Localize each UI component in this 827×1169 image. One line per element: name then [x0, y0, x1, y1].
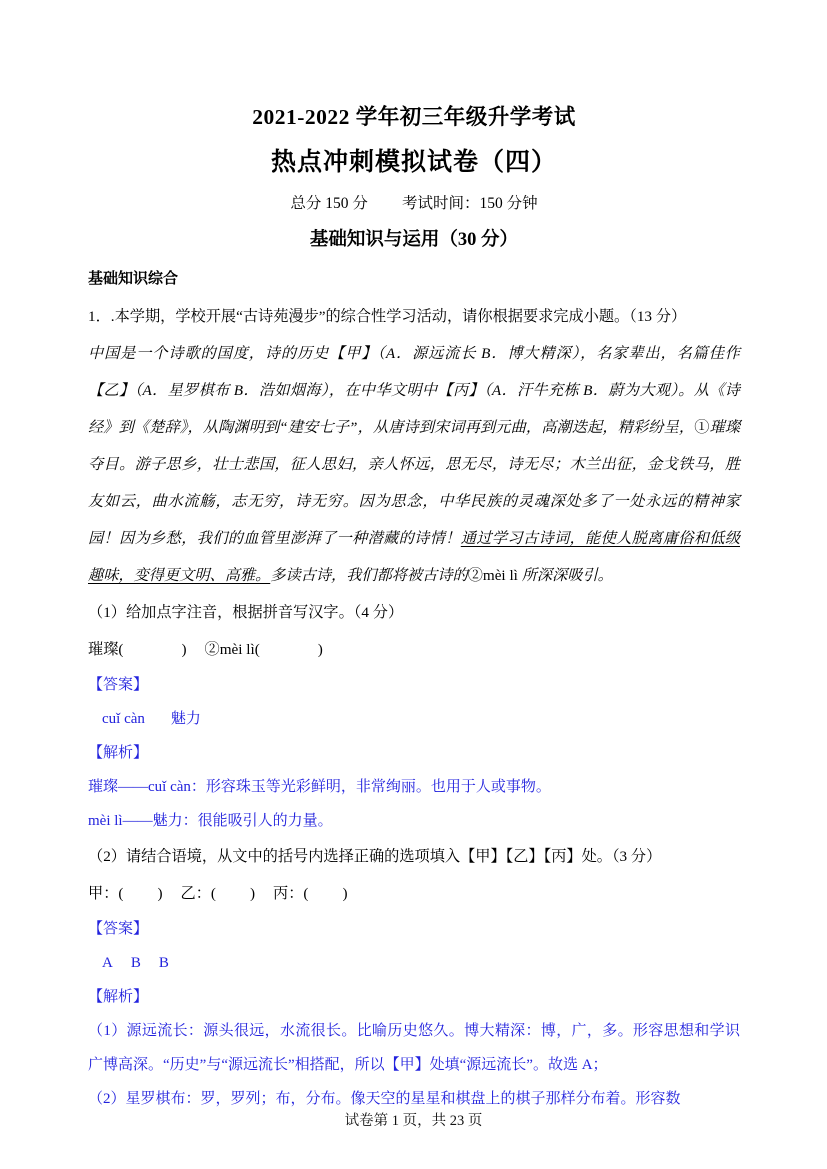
blank-label-meili: mèi lì( [219, 640, 260, 658]
answer-word-meili: 魅力 [170, 710, 201, 727]
passage-segment-2: 璀璨夺目。游子思乡，壮士悲国，征人思妇，亲人怀远，思无尽，诗无尽；木兰出征，金戈铁马，胜友如云，曲水流觞，志无穷，诗无穷。因为思念，中华民族的灵魂深处多了一处永远的精神家园！因为乡愁，我们的血管里澎湃了一种潜藏的诗情！ [88, 418, 741, 547]
answer-pinyin-cuican: cuǐ càn [102, 710, 145, 727]
answer-option-bing: B [158, 954, 169, 971]
blank-label-bing: 丙：( [273, 884, 309, 902]
subquestion-2-analysis-label: 【解析】 [88, 988, 149, 1005]
blank-label-cuican: 璀璨( [88, 640, 124, 658]
blank-close-cuican: ) [181, 640, 187, 658]
passage-marker-2: ② [467, 566, 483, 584]
passage-pinyin-meili: mèi lì [482, 566, 518, 584]
subquestion-1-analysis-line-1: 璀璨——cuǐ càn：形容珠玉等光彩鲜明，非常绚丽。也用于人或事物。 [88, 778, 551, 795]
answer-option-jia: A [102, 954, 113, 971]
answer-option-yi: B [130, 954, 141, 971]
subquestion-2-answer-content [88, 946, 740, 980]
blank-close-jia: ) [157, 884, 163, 902]
passage-segment-4: 所深深吸引。 [517, 566, 613, 584]
subquestion-1-analysis-line-2: mèi lì——魅力：很能吸引人的力量。 [88, 812, 333, 829]
question-group-label: 基础知识综合 [88, 271, 179, 288]
page-title: 2021-2022 学年初三年级升学考试 [252, 105, 576, 129]
exam-meta [88, 178, 740, 214]
page-content [88, 0, 740, 1116]
paper-subtitle: 热点冲刺模拟试卷（四） [270, 148, 557, 176]
subquestion-2-answer-label: 【答案】 [88, 920, 149, 937]
blank-marker-2: ② [204, 640, 220, 658]
exam-duration: 考试时间：150 分钟 [401, 195, 538, 213]
subquestion-2-analysis-line-2: （2）星罗棋布：罗，罗列；布，分布。像天空的星星和棋盘上的棋子那样分布着。形容数 [88, 1090, 681, 1107]
passage-underlined-sentence: 通过学习古诗词，能使人脱离庸俗和低级趣味，变得更文明、高雅。 [88, 529, 741, 584]
section-heading: 基础知识与运用（30 分） [309, 230, 519, 251]
subquestion-2-answer-blanks [88, 875, 740, 912]
subquestion-1-prompt: （1）给加点字注音，根据拼音写汉字。（4 分） [88, 603, 404, 621]
question-1-passage [88, 335, 740, 594]
subquestion-2-analysis-line-1: （1）源远流长：源头很远，水流很长。比喻历史悠久。博大精深：博，广，多。形容思想和学识广博高深。“历史”与“源远流长”相搭配，所以【甲】处填“源远流长”。故选 A； [88, 1022, 740, 1073]
subquestion-2-prompt: （2）请结合语境，从文中的括号内选择正确的选项填入【甲】【乙】【丙】处。（3 分） [88, 847, 662, 865]
total-score: 总分 150 分 [290, 195, 368, 213]
blank-close-meili: ) [317, 640, 323, 658]
subquestion-1-answer-blanks [88, 631, 740, 668]
subquestion-1-analysis-label: 【解析】 [88, 744, 149, 761]
passage-segment-1: 中国是一个诗歌的国度，诗的历史【甲】（A．源远流长 B．博大精深），名家辈出，名篇佳作【乙】（A．星罗棋布 B．浩如烟海），在中华文明中【丙】（A．汗牛充栋 B．蔚为大观）。从《诗经》到《楚辞》，从陶渊明到“建安七子”，从唐诗到宋词再到元曲，高潮迭起，精彩纷呈， [88, 344, 740, 436]
blank-label-yi: 乙：( [180, 884, 216, 902]
question-1-stem: 1．.本学期，学校开展“古诗苑漫步”的综合性学习活动，请你根据要求完成小题。（13 分） [88, 307, 687, 325]
page-footer: 试卷第 1 页，共 23 页 [344, 1113, 483, 1129]
blank-close-bing: ) [342, 884, 348, 902]
blank-label-jia: 甲：( [88, 884, 124, 902]
subquestion-1-answer-content [88, 702, 740, 736]
subquestion-1-answer-label: 【答案】 [88, 676, 149, 693]
blank-close-yi: ) [249, 884, 255, 902]
passage-segment-3: 多读古诗，我们都将被古诗的 [270, 566, 468, 584]
passage-marker-1: ① [694, 418, 710, 436]
